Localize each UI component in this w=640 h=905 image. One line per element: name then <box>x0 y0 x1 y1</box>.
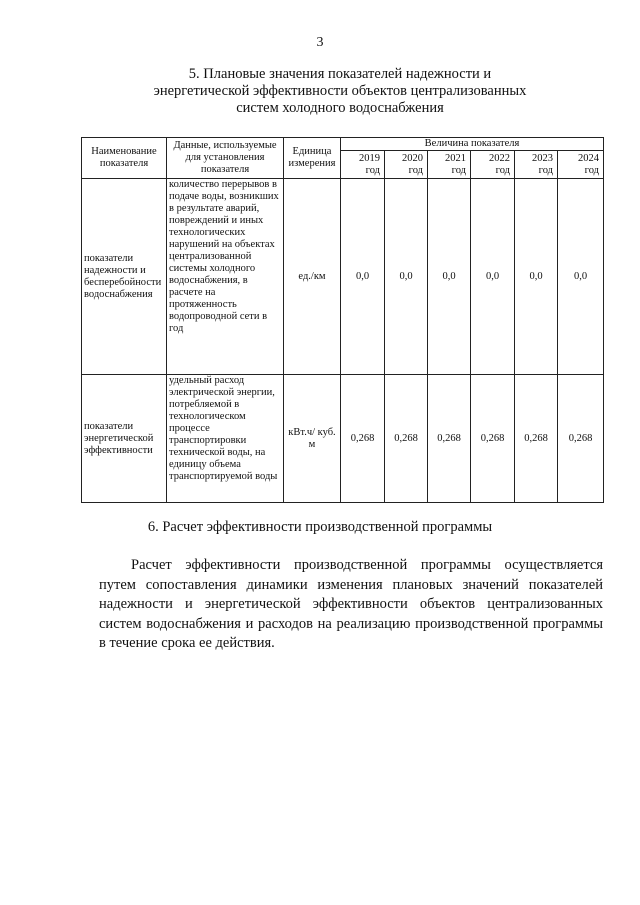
row-description: количество перерывов в подаче воды, возникших в результате аварий, повреждений и иных технологических нарушений на объектах централизованной системы холодного водоснабжения, в расчете на протяженность водопроводной сети в год <box>167 179 284 375</box>
section-5-heading-line-3: систем холодного водоснабжения <box>236 100 444 116</box>
year-label: год <box>538 164 553 176</box>
row-value: 0,0 <box>471 179 515 375</box>
row-unit: кВт.ч/ куб. м <box>284 375 341 503</box>
year-header <box>558 151 604 179</box>
page-number: 3 <box>316 35 324 50</box>
year-number: 2022 <box>489 152 510 164</box>
row-value: 0,0 <box>341 179 385 375</box>
row-value: 0,268 <box>428 375 471 503</box>
year-number: 2021 <box>445 152 466 164</box>
year-label: год <box>365 164 380 176</box>
year-number: 2020 <box>402 152 423 164</box>
year-header <box>471 151 515 179</box>
section-5-heading <box>130 66 550 117</box>
section-5-heading-line-2: энергетической эффективности объектов централизованных <box>153 83 527 99</box>
row-value: 0,268 <box>558 375 604 503</box>
indicators-table <box>81 137 604 503</box>
table-row <box>82 179 604 375</box>
row-value: 0,268 <box>515 375 558 503</box>
section-6-heading: 6. Расчет эффективности производственной программы <box>147 519 493 535</box>
row-value: 0,268 <box>385 375 428 503</box>
year-label: год <box>584 164 599 176</box>
row-value: 0,268 <box>471 375 515 503</box>
year-label: год <box>408 164 423 176</box>
year-header <box>385 151 428 179</box>
row-description: удельный расход электрической энергии, потребляемой в технологическом процессе транспортировки технической воды, на единицу объема транспортируемой воды <box>167 375 284 503</box>
header-name: Наименование показателя <box>82 138 167 179</box>
row-value: 0,268 <box>341 375 385 503</box>
row-value: 0,0 <box>558 179 604 375</box>
row-name: показатели надежности и бесперебойности водоснабжения <box>82 179 167 375</box>
year-header <box>428 151 471 179</box>
row-value: 0,0 <box>385 179 428 375</box>
year-number: 2024 <box>578 152 599 164</box>
paragraph-text: Расчет эффективности производственной программы осуществляется путем сопоставления динамики изменения плановых значений показателей надежности и энергетической эффективности объектов централизованных систем водоснабжения и расходов на реализацию производственной программы в течение срока ее действия. <box>99 557 603 651</box>
year-number: 2019 <box>359 152 380 164</box>
row-value: 0,0 <box>515 179 558 375</box>
year-header <box>341 151 385 179</box>
year-number: 2023 <box>532 152 553 164</box>
section-6-paragraph <box>99 556 603 654</box>
year-header <box>515 151 558 179</box>
header-value: Величина показателя <box>341 138 604 151</box>
table-row <box>82 375 604 503</box>
section-5-heading-line-1: 5. Плановые значения показателей надежности и <box>188 66 492 82</box>
row-value: 0,0 <box>428 179 471 375</box>
row-unit: ед./км <box>284 179 341 375</box>
header-data: Данные, используемые для установления показателя <box>167 138 284 179</box>
header-unit: Единица измерения <box>284 138 341 179</box>
year-label: год <box>495 164 510 176</box>
year-label: год <box>451 164 466 176</box>
row-name: показатели энергетической эффективности <box>82 375 167 503</box>
